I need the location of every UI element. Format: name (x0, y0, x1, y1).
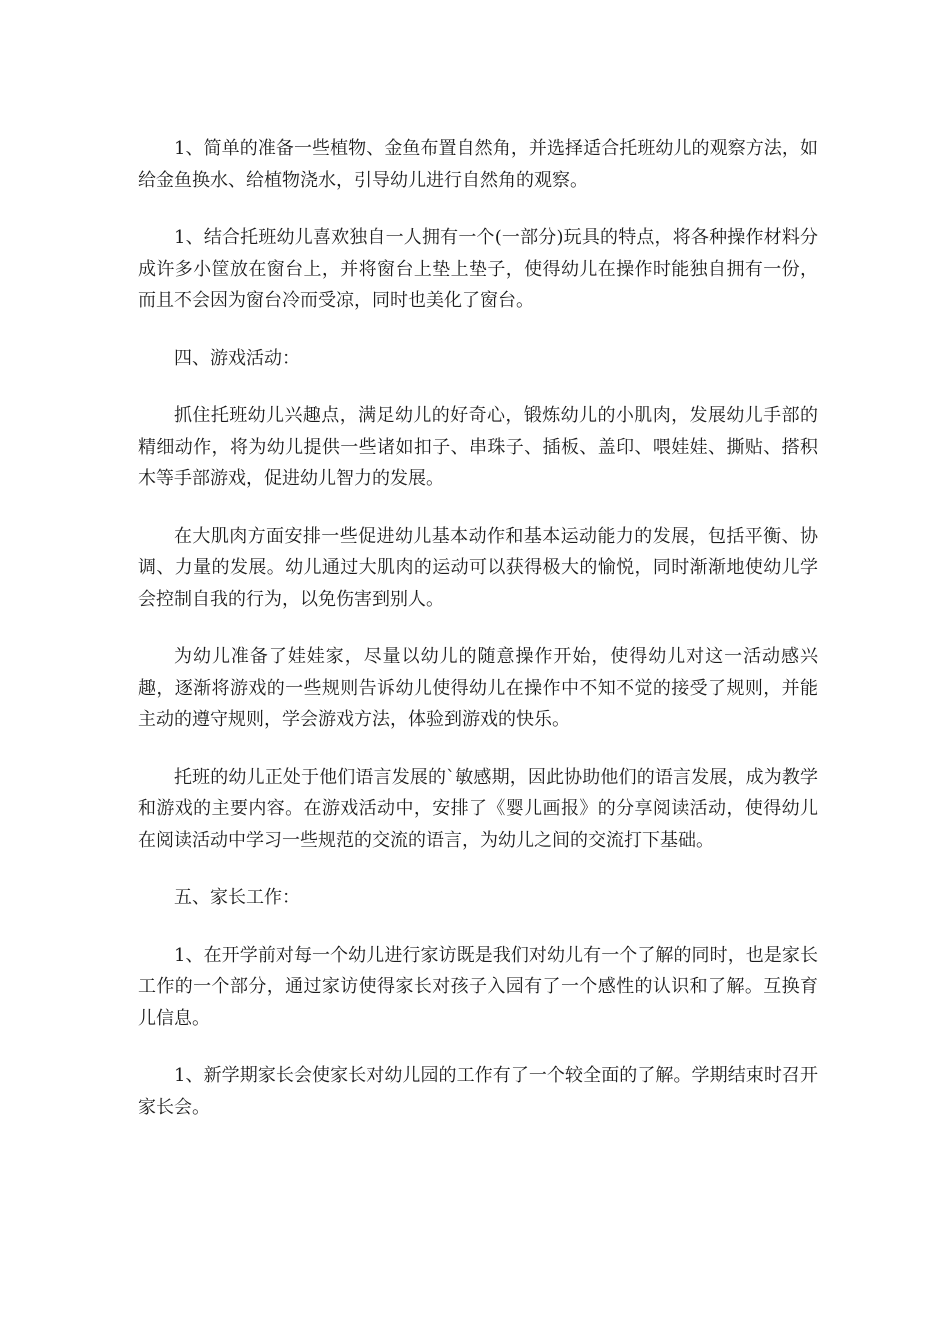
paragraph-language-development: 托班的幼儿正处于他们语言发展的`敏感期，因此协助他们的语言发展，成为教学和游戏的主要内容。在游戏活动中，安排了《婴儿画报》的分享阅读活动，使得幼儿在阅读活动中学习一些规范的交流的语言，为幼儿之间的交流打下基础。 (138, 766, 818, 851)
section-heading-game-activities: 四、游戏活动： (174, 347, 300, 369)
paragraph-home-visits: 1、在开学前对每一个幼儿进行家访既是我们对幼儿有一个了解的同时，也是家长工作的一个部分，通过家访使得家长对孩子入园有了一个感性的认识和了解。互换育儿信息。 (138, 944, 818, 1029)
document-body (138, 133, 818, 1149)
paragraph-gross-motor: 在大肌肉方面安排一些促进幼儿基本动作和基本运动能力的发展，包括平衡、协调、力量的发展。幼儿通过大肌肉的运动可以获得极大的愉悦，同时渐渐地使幼儿学会控制自我的行为，以免伤害到别人。 (138, 525, 818, 610)
paragraph-windowsill-materials: 1、结合托班幼儿喜欢独自一人拥有一个(一部分)玩具的特点，将各种操作材料分成许多小筐放在窗台上，并将窗台上垫上垫子，使得幼儿在操作时能独自拥有一份，而且不会因为窗台冷而受凉，同时也美化了窗台。 (138, 227, 818, 311)
paragraph-fine-motor-games: 抓住托班幼儿兴趣点，满足幼儿的好奇心，锻炼幼儿的小肌肉，发展幼儿手部的精细动作，将为幼儿提供一些诸如扣子、串珠子、插板、盖印、喂娃娃、撕贴、搭积木等手部游戏，促进幼儿智力的发展。 (138, 405, 818, 489)
paragraph-nature-corner: 1、简单的准备一些植物、金鱼布置自然角，并选择适合托班幼儿的观察方法，如给金鱼换水、给植物浇水，引导幼儿进行自然角的观察。 (138, 138, 818, 191)
paragraph-parent-meeting: 1、新学期家长会使家长对幼儿园的工作有了一个较全面的了解。学期结束时召开家长会。 (138, 1065, 818, 1118)
section-heading-parent-work: 五、家长工作： (174, 887, 300, 908)
paragraph-doll-house: 为幼儿准备了娃娃家，尽量以幼儿的随意操作开始，使得幼儿对这一活动感兴趣，逐渐将游戏的一些规则告诉幼儿使得幼儿在操作中不知不觉的接受了规则，并能主动的遵守规则，学会游戏方法，体验到游戏的快乐。 (138, 646, 818, 730)
